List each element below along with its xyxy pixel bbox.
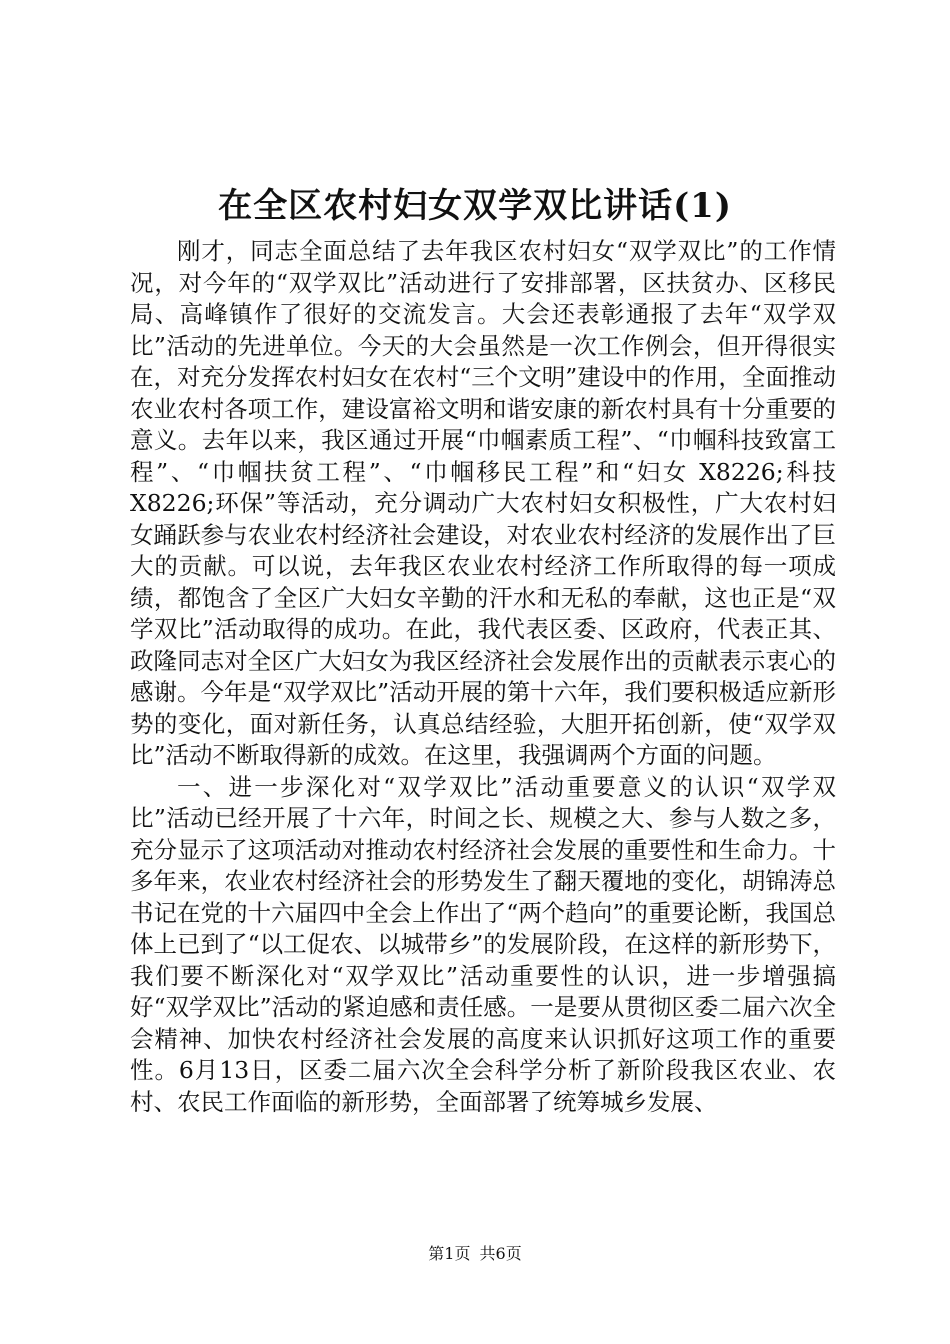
page-footer: 第1页 共6页 (428, 1244, 522, 1263)
document-title: 在全区农村妇女双学双比讲话(1) (218, 186, 732, 226)
paragraph-1: 刚才，同志全面总结了去年我区农村妇女“双学双比”的工作情况，对今年的“双学双比”活动进行了安排部署，区扶贫办、区移民局、高峰镇作了很好的交流发言。大会还表彰通报了去年“双学双比”活动的先进单位。今天的大会虽然是一次工作例会，但开得很实在，对充分发挥农村妇女在农村“三个文明”建设中的作用，全面推动农业农村各项工作，建设富裕文明和谐安康的新农村具有十分重要的意义。去年以来，我区通过开展“巾帼素质工程”、“巾帼科技致富工程”、“巾帼扶贫工程”、“巾帼移民工程”和“妇女 X8226;科技 X8226;环保”等活动，充分调动广大农村妇女积极性，广大农村妇女踊跃参与农业农村经济社会建设，对农业农村经济的发展作出了巨大的贡献。可以说，去年我区农业农村经济工作所取得的每一项成绩，都饱含了全区广大妇女辛勤的汗水和无私的奉献，这也正是“双学双比”活动取得的成功。在此，我代表区委、区政府，代表正其、政隆同志对全区广大妇女为我区经济社会发展作出的贡献表示衷心的感谢。今年是“双学双比”活动开展的第十六年，我们要积极适应新形势的变化，面对新任务，认真总结经验，大胆开拓创新，使“双学双比”活动不断取得新的成效。在这里，我强调两个方面的问题。 (130, 237, 836, 769)
document-body (130, 236, 836, 1118)
paragraph-2: 一、进一步深化对“双学双比”活动重要意义的认识“双学双比”活动已经开展了十六年，时间之长、规模之大、参与人数之多，充分显示了这项活动对推动农村经济社会发展的重要性和生命力。十多年来，农业农村经济社会的形势发生了翻天覆地的变化，胡锦涛总书记在党的十六届四中全会上作出了“两个趋向”的重要论断，我国总体上已到了“以工促农、以城带乡”的发展阶段，在这样的新形势下，我们要不断深化对“双学双比”活动重要性的认识，进一步增强搞好“双学双比”活动的紧迫感和责任感。一是要从贯彻区委二届六次全会精神、加快农村经济社会发展的高度来认识抓好这项工作的重要性。6月13日，区委二届六次全会科学分析了新阶段我区农业、农村、农民工作面临的新形势，全面部署了统筹城乡发展、 (130, 772, 836, 1116)
